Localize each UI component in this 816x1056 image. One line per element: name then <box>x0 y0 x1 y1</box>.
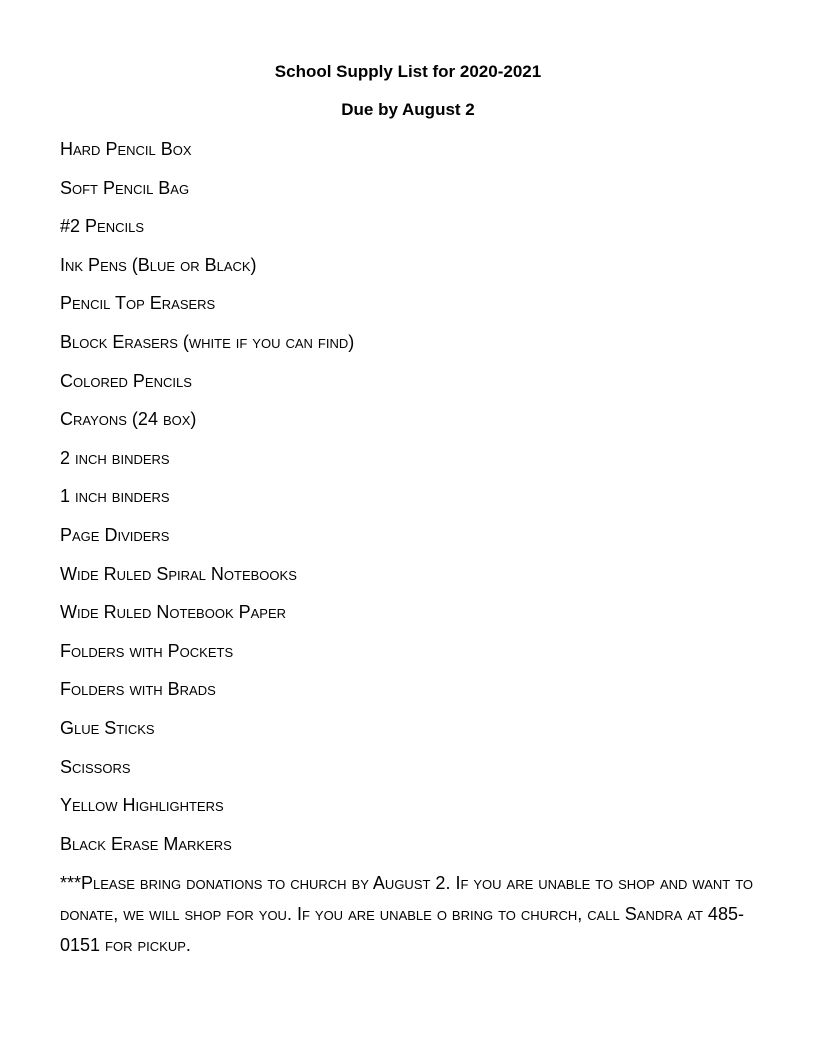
list-item: Black Erase Markers <box>60 833 232 854</box>
list-item: Crayons (24 box) <box>60 409 197 430</box>
list-item: Yellow Highlighters <box>60 795 224 816</box>
list-item: Hard Pencil Box <box>60 139 192 159</box>
list-item: Pencil Top Erasers <box>60 293 216 314</box>
list-item: Folders with Pockets <box>60 640 234 661</box>
list-item: Glue Sticks <box>60 717 155 738</box>
due-date-subtitle: Due by August 2 <box>341 100 475 119</box>
list-item: Scissors <box>60 756 131 777</box>
supply-list <box>60 138 354 871</box>
list-item: Ink Pens (Blue or Black) <box>60 254 257 275</box>
list-item: Page Dividers <box>60 524 170 545</box>
list-item: Soft Pencil Bag <box>60 177 190 198</box>
donation-note: ***Please bring donations to church by August 2. If you are unable to shop and want to donate, we will shop for you. If you are unable o bring to church, call Sandra at 485-0151 for pickup. <box>60 873 754 955</box>
list-item: #2 Pencils <box>60 216 144 237</box>
list-item: 1 inch binders <box>60 486 170 507</box>
list-item: Block Erasers (white if you can find) <box>60 331 355 352</box>
list-item: Folders with Brads <box>60 679 216 700</box>
list-item: Wide Ruled Notebook Paper <box>60 602 287 623</box>
list-item: Colored Pencils <box>60 370 192 391</box>
list-item: 2 inch binders <box>60 447 170 468</box>
list-item: Wide Ruled Spiral Notebooks <box>60 563 297 584</box>
page-title: School Supply List for 2020-2021 <box>274 62 542 81</box>
